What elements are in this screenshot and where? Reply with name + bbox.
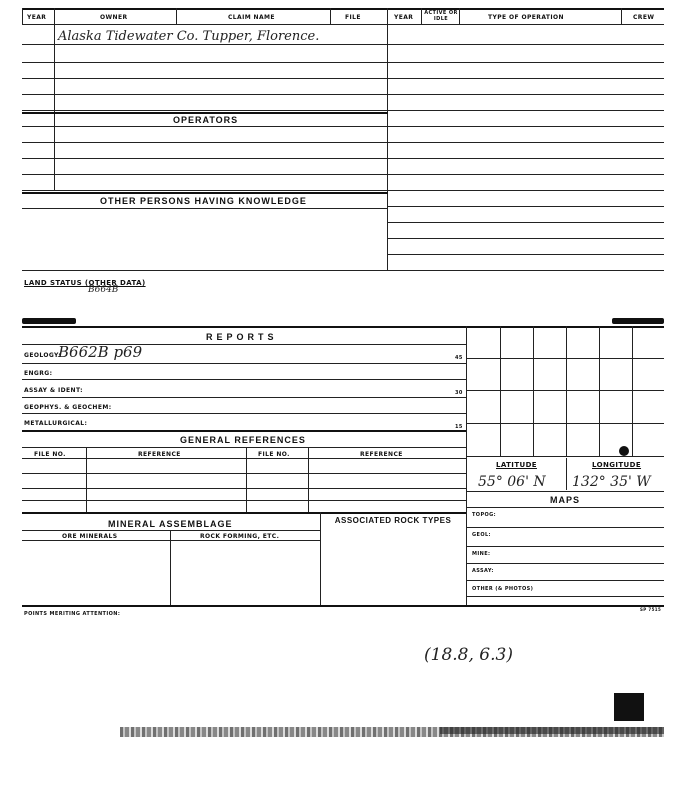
maps-heading: MAPS bbox=[550, 495, 581, 505]
ink-blot bbox=[612, 318, 664, 324]
latitude-label: LATITUDE bbox=[496, 461, 537, 469]
latitude-value: 55° 06' N bbox=[478, 474, 546, 490]
land-status-note: B664B bbox=[88, 285, 119, 295]
map-field-label: OTHER (& PHOTOS) bbox=[472, 586, 534, 592]
circle-marker-icon bbox=[619, 446, 629, 456]
associated-rock-types-heading: ASSOCIATED ROCK TYPES bbox=[334, 516, 452, 525]
longitude-label: LONGITUDE bbox=[592, 461, 642, 469]
ore-minerals-header: ORE MINERALS bbox=[62, 533, 118, 540]
land-status-label: LAND STATUS (OTHER DATA) bbox=[24, 279, 146, 287]
handwritten-note: (18.8, 6.3) bbox=[424, 645, 513, 665]
header-crew: CREW bbox=[633, 14, 655, 21]
mineral-assemblage-heading: MINERAL ASSEMBLAGE bbox=[108, 519, 233, 529]
map-field-label: GEOL: bbox=[472, 532, 491, 538]
owner-entry: Alaska Tidewater Co. Tupper, Florence. bbox=[58, 29, 320, 44]
form-number: SP 7515 bbox=[640, 607, 662, 612]
other-persons-heading: OTHER PERSONS HAVING KNOWLEDGE bbox=[100, 196, 307, 206]
ref-header-file-no: FILE NO. bbox=[258, 451, 290, 458]
ref-header-reference: REFERENCE bbox=[138, 451, 181, 458]
report-label: GEOPHYS. & GEOCHEM: bbox=[24, 404, 112, 411]
map-field-label: ASSAY: bbox=[472, 568, 494, 574]
header-year-2: YEAR bbox=[394, 14, 414, 21]
operators-heading: OPERATORS bbox=[173, 115, 239, 125]
ref-header-reference: REFERENCE bbox=[360, 451, 403, 458]
header-type-of-operation: TYPE OF OPERATION bbox=[488, 14, 564, 21]
report-geology-value: B662B p69 bbox=[58, 343, 143, 361]
reports-heading: REPORTS bbox=[206, 332, 278, 342]
ref-header-file-no: FILE NO. bbox=[34, 451, 66, 458]
scan-artifact bbox=[440, 727, 664, 734]
ink-blot bbox=[22, 318, 76, 324]
points-meriting-attention: POINTS MERITING ATTENTION: bbox=[24, 611, 121, 617]
header-claim-name: CLAIM NAME bbox=[228, 14, 275, 21]
report-label: GEOLOGY: bbox=[24, 352, 62, 359]
report-number: 15 bbox=[455, 424, 463, 430]
map-field-label: MINE: bbox=[472, 551, 491, 557]
longitude-value: 132° 35' W bbox=[572, 474, 651, 490]
header-file: FILE bbox=[345, 14, 361, 21]
report-number: 30 bbox=[455, 390, 463, 396]
general-references-heading: GENERAL REFERENCES bbox=[180, 435, 306, 445]
report-label: METALLURGICAL: bbox=[24, 420, 88, 427]
header-owner: OWNER bbox=[100, 14, 128, 21]
rock-forming-header: ROCK FORMING, ETC. bbox=[200, 533, 280, 540]
map-field-label: TOPOG: bbox=[472, 512, 497, 518]
report-label: ENGRG: bbox=[24, 370, 53, 377]
header-active-or-idle: ACTIVE OR IDLE bbox=[424, 10, 458, 22]
report-label: ASSAY & IDENT: bbox=[24, 387, 83, 394]
scan-artifact bbox=[614, 693, 644, 721]
report-number: 45 bbox=[455, 355, 463, 361]
header-year: YEAR bbox=[27, 14, 47, 21]
